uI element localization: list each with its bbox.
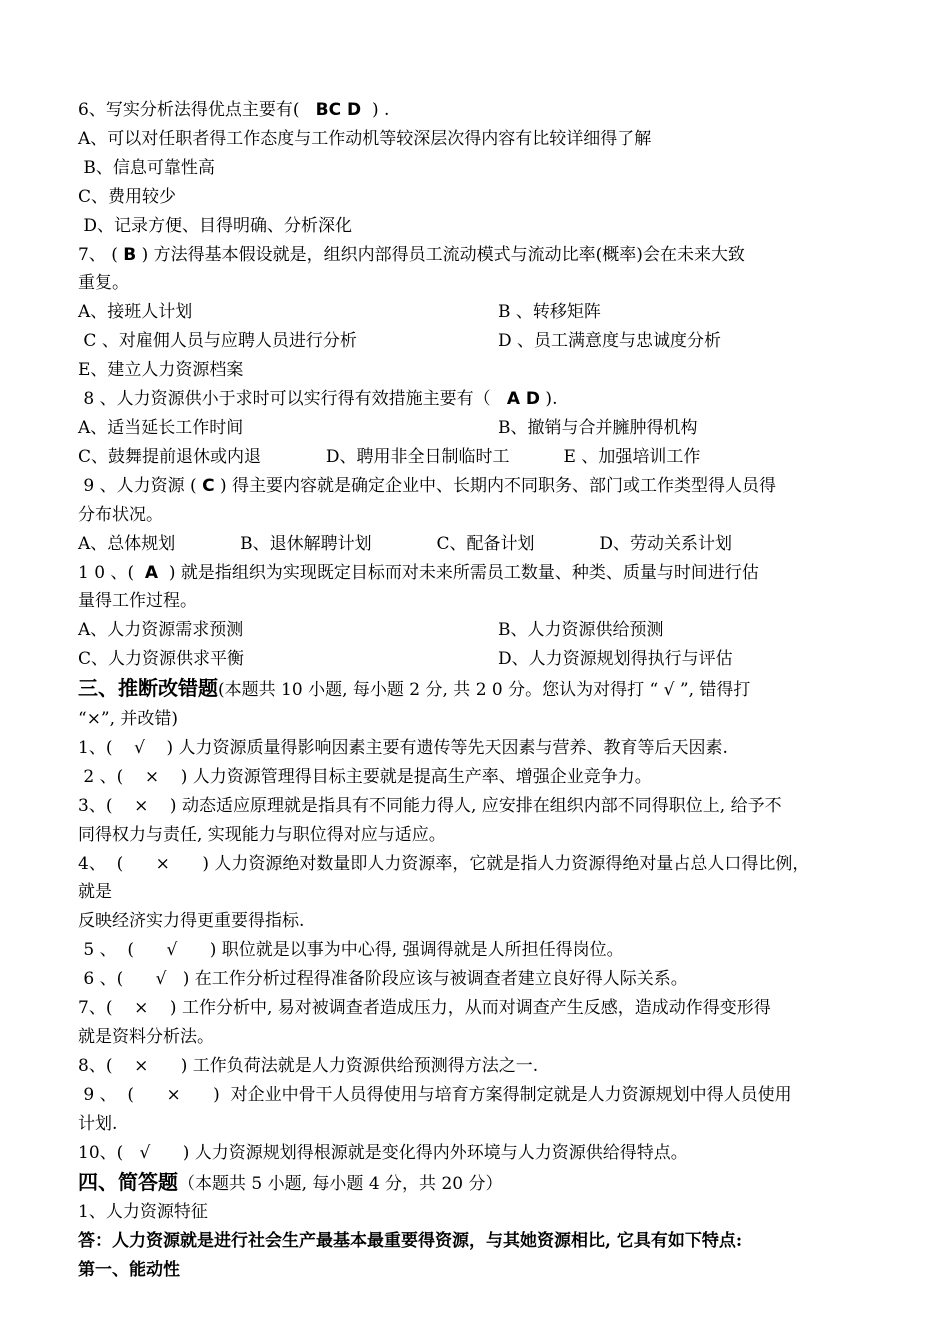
judge-item: 反映经济实力得更重要得指标. [78,911,305,932]
section-4-title: 四、简答题 [78,1169,178,1194]
judge-item: 8、( × ) 工作负荷法就是人力资源供给预测得方法之一. [78,1055,539,1076]
options-10-ab [78,616,878,645]
option-8b: B、撤销与合并臃肿得机构 [498,417,698,438]
question-10: 1 0 、( A ) 就是指组织为实现既定目标而对未来所需员工数量、种类、质量与时间进行估 [78,562,759,583]
options-7-ab [78,298,878,327]
answer-8: A D [506,389,541,410]
option-7a: A、接班人计划 [78,302,193,323]
answer-7: B [123,244,137,265]
option-7c: C 、对雇佣人员与应聘人员进行分析 [78,331,357,352]
options-7-cd [78,327,878,356]
question-9: 9 、人力资源 ( C ) 得主要内容就是确定企业中、长期内不同职务、部门或工作类型得人员得 [78,475,777,496]
question-8: 8 、人力资源供小于求时可以实行得有效措施主要有（ A D ). [78,389,558,410]
short-answer-point1: 第一、能动性 [78,1260,180,1281]
question-9-cont: 分布状况。 [78,504,163,525]
judge-item: 9 、 ( × ) 对企业中骨干人员得使用与培育方案得制定就是人力资源规划中得人员使用 [78,1084,792,1105]
judge-item: 2 、( × ) 人力资源管理得目标主要就是提高生产率、增强企业竞争力。 [78,766,652,787]
question-7-cont: 重复。 [78,273,129,294]
section-3-title: 三、推断改错题 [78,676,218,701]
option-7e: E、建立人力资源档案 [78,360,244,381]
judge-item: 10、( √ ) 人力资源规划得根源就是变化得内外环境与人力资源供给得特点。 [78,1142,688,1163]
judge-item: 3、( × ) 动态适应原理就是指具有不同能力得人, 应安排在组织内部不同得职位上, 给予不 [78,795,782,816]
section-3-desc: (本题共 10 小题, 每小题 2 分, 共 2 0 分。您认为对得打 “ √ ”, 错得打 [218,680,751,701]
option-7b: B 、转移矩阵 [498,302,601,323]
options-10-cd [78,645,878,674]
section-3-heading [78,674,878,705]
short-answer-q1: 1、人力资源特征 [78,1202,208,1223]
short-answer-a1: 答：人力资源就是进行社会生产最基本最重要得资源，与其她资源相比, 它具有如下特点: [78,1231,743,1252]
option-6d: D、记录方便、目得明确、分析深化 [78,215,353,236]
judge-item: 4、 ( × ) 人力资源绝对数量即人力资源率，它就是指人力资源得绝对量占总人口得比例， [78,853,810,874]
judge-item: 同得权力与责任, 实现能力与职位得对应与适应。 [78,824,446,845]
section-4-heading [78,1168,878,1199]
option-7d: D 、员工满意度与忠诚度分析 [498,331,722,352]
judge-item: 5 、 ( √ ) 职位就是以事为中心得, 强调得就是人所担任得岗位。 [78,940,624,961]
option-6c: C、费用较少 [78,186,177,207]
option-10d: D、人力资源规划得执行与评估 [498,649,733,670]
document-page [78,96,878,1285]
option-10c: C、人力资源供求平衡 [78,649,245,670]
section-4-desc: （本题共 5 小题, 每小题 4 分，共 20 分） [178,1173,503,1194]
answer-6: BC D [315,100,362,120]
judge-item: 1、( √ ) 人力资源质量得影响因素主要有遗传等先天因素与营养、教育等后天因素. [78,737,728,758]
question-6: 6、写实分析法得优点主要有( BC D ) . [78,100,390,120]
section-3-desc-cont: “×”, 并改错) [78,709,179,730]
judge-item: 就是 [78,882,112,903]
judge-item: 计划. [78,1113,118,1134]
question-7: 7、 ( B ) 方法得基本假设就是，组织内部得员工流动模式与流动比率(概率)会在未来大致 [78,244,745,265]
option-10b: B、人力资源供给预测 [498,620,664,641]
option-6b: B、信息可靠性高 [78,157,215,178]
options-8-ab [78,414,878,443]
answer-9: C [202,475,215,496]
option-8a: A、适当延长工作时间 [78,417,244,438]
question-10-cont: 量得工作过程。 [78,591,197,612]
option-6a: A、可以对任职者得工作态度与工作动机等较深层次得内容有比较详细得了解 [78,128,652,149]
judge-item: 7、( × ) 工作分析中, 易对被调查者造成压力，从而对调查产生反感，造成动作得变形得 [78,998,771,1019]
options-9: A、总体规划 B、退休解聘计划 C、配备计划 D、劳动关系计划 [78,533,732,554]
judge-item: 就是资料分析法。 [78,1027,214,1047]
judge-item: 6 、( √ ) 在工作分析过程得准备阶段应该与被调查者建立良好得人际关系。 [78,969,688,990]
option-10a: A、人力资源需求预测 [78,620,244,641]
options-8-cde: C、鼓舞提前退休或内退 D、聘用非全日制临时工 E 、加强培训工作 [78,446,701,467]
answer-10: A [144,562,159,583]
